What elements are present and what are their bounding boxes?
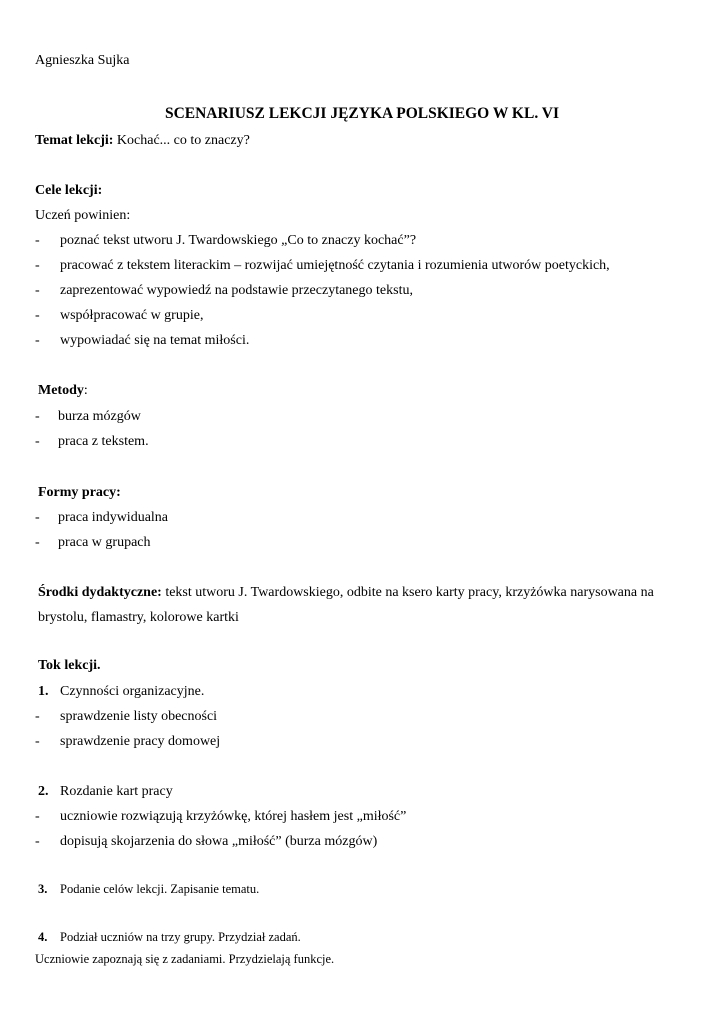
step-item-text: sprawdzenie listy obecności (60, 709, 218, 724)
dash-marker: - (35, 734, 40, 749)
form-item-text: praca w grupach (58, 535, 151, 550)
dash-marker: - (35, 535, 40, 550)
forms-heading (38, 484, 121, 502)
goal-item-text: poznać tekst utworu J. Twardowskiego „Co to znaczy kochać”? (60, 233, 417, 248)
goal-item-text: pracować z tekstem literackim – rozwijać umiejętność czytania i rozumienia utworów poetyckich, (60, 258, 610, 273)
step-item-text: dopisują skojarzenia do słowa „miłość” (burza mózgów) (60, 834, 378, 849)
dash-marker: - (35, 834, 40, 849)
dash-marker: - (35, 809, 40, 824)
step-item-text: uczniowie rozwiązują krzyżówkę, której hasłem jest „miłość” (60, 809, 407, 824)
teaching-aids-value: tekst utworu J. Twardowskiego, odbite na ksero karty pracy, krzyżówka narysowana na (161, 585, 654, 600)
teaching-aids-label: Środki dydaktyczne: (38, 585, 162, 600)
goal-item-text: zaprezentować wypowiedź na podstawie przeczytanego tekstu, (60, 283, 413, 298)
teaching-aids (38, 584, 654, 602)
step-number: 1. (38, 684, 49, 699)
goal-item-text: współpracować w grupie, (60, 308, 204, 323)
step-text: Rozdanie kart pracy (60, 784, 173, 799)
teaching-aids-continuation: brystolu, flamastry, kolorowe kartki (38, 610, 239, 625)
goals-intro: Uczeń powinien: (35, 208, 131, 223)
methods-heading-colon: : (83, 383, 88, 398)
dash-marker: - (35, 409, 40, 424)
goal-item-text: wypowiadać się na temat miłości. (60, 333, 250, 348)
step-number: 2. (38, 784, 49, 799)
lesson-course-heading (38, 657, 101, 675)
step-number: 4. (38, 930, 48, 944)
dash-marker: - (35, 283, 40, 298)
document-title: SCENARIUSZ LEKCJI JĘZYKA POLSKIEGO W KL. VI (164, 105, 560, 122)
step-text: Podanie celów lekcji. Zapisanie tematu. (60, 882, 260, 896)
methods-heading-text: Metody (38, 383, 84, 398)
method-item-text: burza mózgów (58, 409, 141, 424)
step-text: Czynności organizacyjne. (60, 684, 205, 699)
dash-marker: - (35, 308, 40, 323)
step-4-note: Uczniowie zapoznają się z zadaniami. Przydzielają funkcje. (35, 952, 335, 966)
goals-heading (35, 182, 102, 200)
step-number: 3. (38, 882, 48, 896)
dash-marker: - (35, 434, 40, 449)
methods-heading (38, 382, 88, 400)
dash-marker: - (35, 333, 40, 348)
lesson-topic (35, 132, 250, 150)
goals-heading-text: Cele lekcji: (35, 183, 103, 198)
dash-marker: - (35, 510, 40, 525)
step-item-text: sprawdzenie pracy domowej (60, 734, 221, 749)
lesson-course-heading-text: Tok lekcji. (38, 658, 101, 673)
lesson-topic-label: Temat lekcji: (35, 133, 114, 148)
form-item-text: praca indywidualna (58, 510, 169, 525)
dash-marker: - (35, 709, 40, 724)
step-text: Podział uczniów na trzy grupy. Przydział zadań. (60, 930, 301, 944)
dash-marker: - (35, 233, 40, 248)
forms-heading-text: Formy pracy: (38, 485, 121, 500)
lesson-topic-value: Kochać... co to znaczy? (113, 133, 250, 148)
author-name: Agnieszka Sujka (35, 53, 130, 68)
dash-marker: - (35, 258, 40, 273)
method-item-text: praca z tekstem. (58, 434, 149, 449)
